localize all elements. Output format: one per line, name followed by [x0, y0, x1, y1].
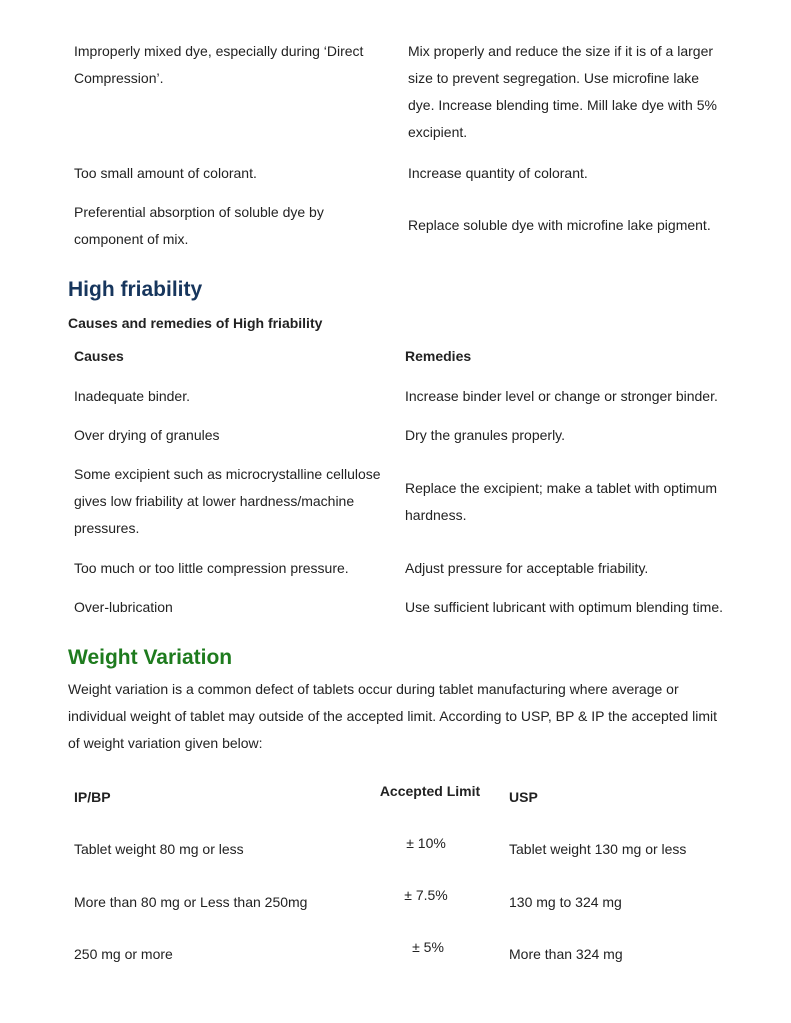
ipbp-header: IP/BP [74, 789, 111, 805]
cause-cell: Too much or too little compression pressure. [74, 560, 349, 576]
ipbp-cell: 250 mg or more [74, 946, 173, 962]
usp-header: USP [509, 789, 538, 805]
friability-heading: High friability [68, 278, 203, 301]
cause-cell: Too small amount of colorant. [74, 165, 257, 181]
usp-cell: More than 324 mg [509, 946, 623, 962]
limit-cell: ± 7.5% [404, 887, 448, 903]
usp-cell: 130 mg to 324 mg [509, 894, 622, 910]
ipbp-cell: Tablet weight 80 mg or less [74, 841, 244, 857]
remedy-cell: Adjust pressure for acceptable friability. [405, 560, 649, 576]
remedy-cell: Use sufficient lubricant with optimum blending time. [405, 599, 724, 615]
remedy-cell: Replace the excipient; make a tablet with optimum hardness. [405, 480, 718, 523]
limit-cell: ± 10% [406, 835, 446, 851]
cause-cell: Improperly mixed dye, especially during ‘Direct Compression’. [74, 43, 364, 86]
remedies-header: Remedies [405, 348, 472, 364]
limit-header: Accepted Limit [379, 783, 481, 799]
friability-subheading: Causes and remedies of High friability [68, 315, 323, 331]
remedy-cell: Dry the granules properly. [405, 427, 566, 443]
cause-cell: Preferential absorption of soluble dye by component of mix. [74, 204, 324, 247]
remedy-cell: Mix properly and reduce the size if it is of a larger size to prevent segregation. Use microfine lake dye. Increase blending time. Mill lake dye with 5% excipient. [408, 43, 717, 140]
weight-paragraph: Weight variation is a common defect of tablets occur during tablet manufacturing where average or individual weight of tablet may outside of the accepted limit. According to USP, BP & IP the accepted limit of weight variation given below: [68, 681, 718, 751]
causes-header: Causes [74, 348, 124, 364]
remedy-cell: Increase binder level or change or stronger binder. [405, 388, 718, 404]
limit-cell: ± 5% [412, 939, 444, 955]
cause-cell: Over-lubrication [74, 599, 173, 615]
remedy-cell: Increase quantity of colorant. [408, 165, 588, 181]
weight-heading: Weight Variation [68, 646, 233, 669]
usp-cell: Tablet weight 130 mg or less [509, 841, 687, 857]
cause-cell: Over drying of granules [74, 427, 220, 443]
cause-cell: Inadequate binder. [74, 388, 190, 404]
cause-cell: Some excipient such as microcrystalline cellulose gives low friability at lower hardness/machine pressures. [74, 466, 381, 536]
ipbp-cell: More than 80 mg or Less than 250mg [74, 894, 308, 910]
remedy-cell: Replace soluble dye with microfine lake pigment. [408, 217, 711, 233]
